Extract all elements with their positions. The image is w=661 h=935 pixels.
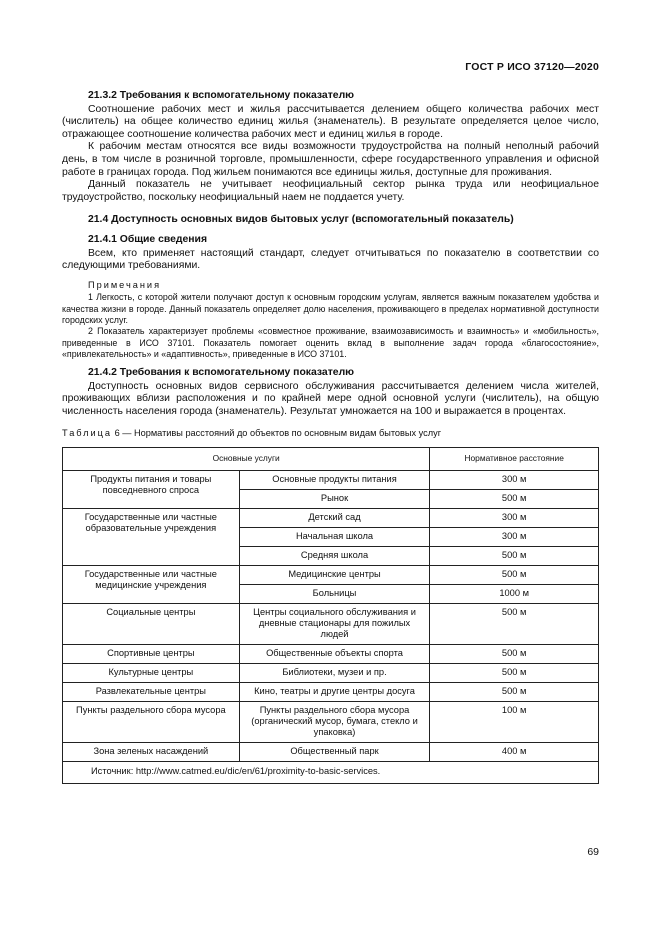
distance-cell: 500 м xyxy=(430,566,599,585)
service-cell: Кино, театры и другие центры досуга xyxy=(239,683,430,702)
service-cell: Библиотеки, музеи и пр. xyxy=(239,664,430,683)
section-heading-21-4-1: 21.4.1 Общие сведения xyxy=(88,233,208,245)
section-heading-21-4-2: 21.4.2 Требования к вспомогательному показателю xyxy=(88,367,355,379)
service-cell: Общественный парк xyxy=(239,743,430,762)
service-cell: Основные продукты питания xyxy=(239,471,430,490)
table-row xyxy=(63,702,599,743)
distance-cell: 500 м xyxy=(430,604,599,645)
service-cell: Рынок xyxy=(239,490,430,509)
services-table xyxy=(62,447,599,784)
category-cell: Спортивные центры xyxy=(63,645,240,664)
note-2: 2 Показатель характеризует проблемы «совместное проживание, взаимозависимость и взаимность» и «мобильность», приведенные в ИСО 37101. Показатель помогает оценить вклад в выполнение задач города «благосостояние», «привлекательность» и «адаптивность», приведенные в ИСО 37101. xyxy=(62,326,599,359)
table-row xyxy=(63,566,599,585)
section-heading-21-4: 21.4 Доступность основных видов бытовых услуг (вспомогательный показатель) xyxy=(88,214,514,226)
distance-cell: 500 м xyxy=(430,490,599,509)
service-cell: Медицинские центры xyxy=(239,566,430,585)
distance-cell: 300 м xyxy=(430,528,599,547)
distance-cell: 300 м xyxy=(430,509,599,528)
table-caption-text: 6 — Нормативы расстояний до объектов по основным видам бытовых услуг xyxy=(114,428,442,439)
paragraph: Всем, кто применяет настоящий стандарт, следует отчитываться по показателю в соответствии со следующими требованиями. xyxy=(62,247,599,272)
page-number: 69 xyxy=(587,846,599,858)
notes-title: Примечания xyxy=(88,279,162,290)
service-cell: Средняя школа xyxy=(239,547,430,566)
table-row xyxy=(63,509,599,528)
category-cell: Продукты питания и товары повседневного спроса xyxy=(63,471,240,509)
paragraph: Доступность основных видов сервисного обслуживания рассчитывается делением числа жителей, проживающих вблизи расположения и по крайней мере одной основной услуги (числитель), на общую численность населения города (знаменатель). Результат умножается на 100 и выражается в процентах. xyxy=(62,380,599,417)
category-cell: Государственные или частные медицинские учреждения xyxy=(63,566,240,604)
table-row xyxy=(63,683,599,702)
distance-cell: 500 м xyxy=(430,664,599,683)
note-1: 1 Легкость, с которой жители получают доступ к основным городским услугам, является важным показателем удобства и качества жизни в городе. Данный показатель определяет долю населения, проживающего в пределах нормативной доступности городских услуг. xyxy=(62,292,599,325)
paragraph: Соотношение рабочих мест и жилья рассчитывается делением общего количества рабочих мест (числитель) на общее количество единиц жилья (знаменатель). В результате определяется целое число, отражающее соотношение количества рабочих мест и единиц жилья в городе. xyxy=(62,103,599,140)
column-header-distance: Нормативное расстояние xyxy=(430,448,599,471)
section-heading-21-3-2: 21.3.2 Требования к вспомогательному показателю xyxy=(88,90,355,101)
service-cell: Детский сад xyxy=(239,509,430,528)
distance-cell: 400 м xyxy=(430,743,599,762)
document-header: ГОСТ Р ИСО 37120—2020 xyxy=(465,61,599,73)
table-caption-label: Таблица xyxy=(62,428,113,439)
service-cell: Центры социального обслуживания и дневные стационары для пожилых людей xyxy=(239,604,430,645)
category-cell: Культурные центры xyxy=(63,664,240,683)
category-cell: Зона зеленых насаждений xyxy=(63,743,240,762)
table-row xyxy=(63,743,599,762)
category-cell: Социальные центры xyxy=(63,604,240,645)
distance-cell: 500 м xyxy=(430,547,599,566)
table-caption xyxy=(62,427,599,440)
service-cell: Пункты раздельного сбора мусора (органический мусор, бумага, стекло и упаковка) xyxy=(239,702,430,743)
table-source-row xyxy=(63,762,599,784)
table-header-row xyxy=(63,448,599,471)
distance-cell: 100 м xyxy=(430,702,599,743)
paragraph: К рабочим местам относятся все виды возможности трудоустройства на полный неполный рабочий день, в том числе в розничной торговле, промышленности, сфере государственного управления и офисной работе в границах города. Под жильем понимаются все единицы жилья, доступные для проживания. xyxy=(62,141,599,178)
page-content xyxy=(62,90,599,784)
category-cell: Развлекательные центры xyxy=(63,683,240,702)
category-cell: Государственные или частные образовательные учреждения xyxy=(63,509,240,566)
table-row xyxy=(63,604,599,645)
service-cell: Начальная школа xyxy=(239,528,430,547)
table-source: Источник: http://www.catmed.eu/dic/en/61/proximity-to-basic-services. xyxy=(63,762,599,784)
category-cell: Пункты раздельного сбора мусора xyxy=(63,702,240,743)
service-cell: Больницы xyxy=(239,585,430,604)
distance-cell: 300 м xyxy=(430,471,599,490)
table-row xyxy=(63,471,599,490)
table-row xyxy=(63,645,599,664)
distance-cell: 500 м xyxy=(430,645,599,664)
paragraph: Данный показатель не учитывает неофициальный сектор рынка труда или неофициальное трудоустройство, поскольку неофициальный наем не поддается учету. xyxy=(62,179,599,203)
distance-cell: 500 м xyxy=(430,683,599,702)
service-cell: Общественные объекты спорта xyxy=(239,645,430,664)
distance-cell: 1000 м xyxy=(430,585,599,604)
table-row xyxy=(63,664,599,683)
column-header-services: Основные услуги xyxy=(63,448,430,471)
